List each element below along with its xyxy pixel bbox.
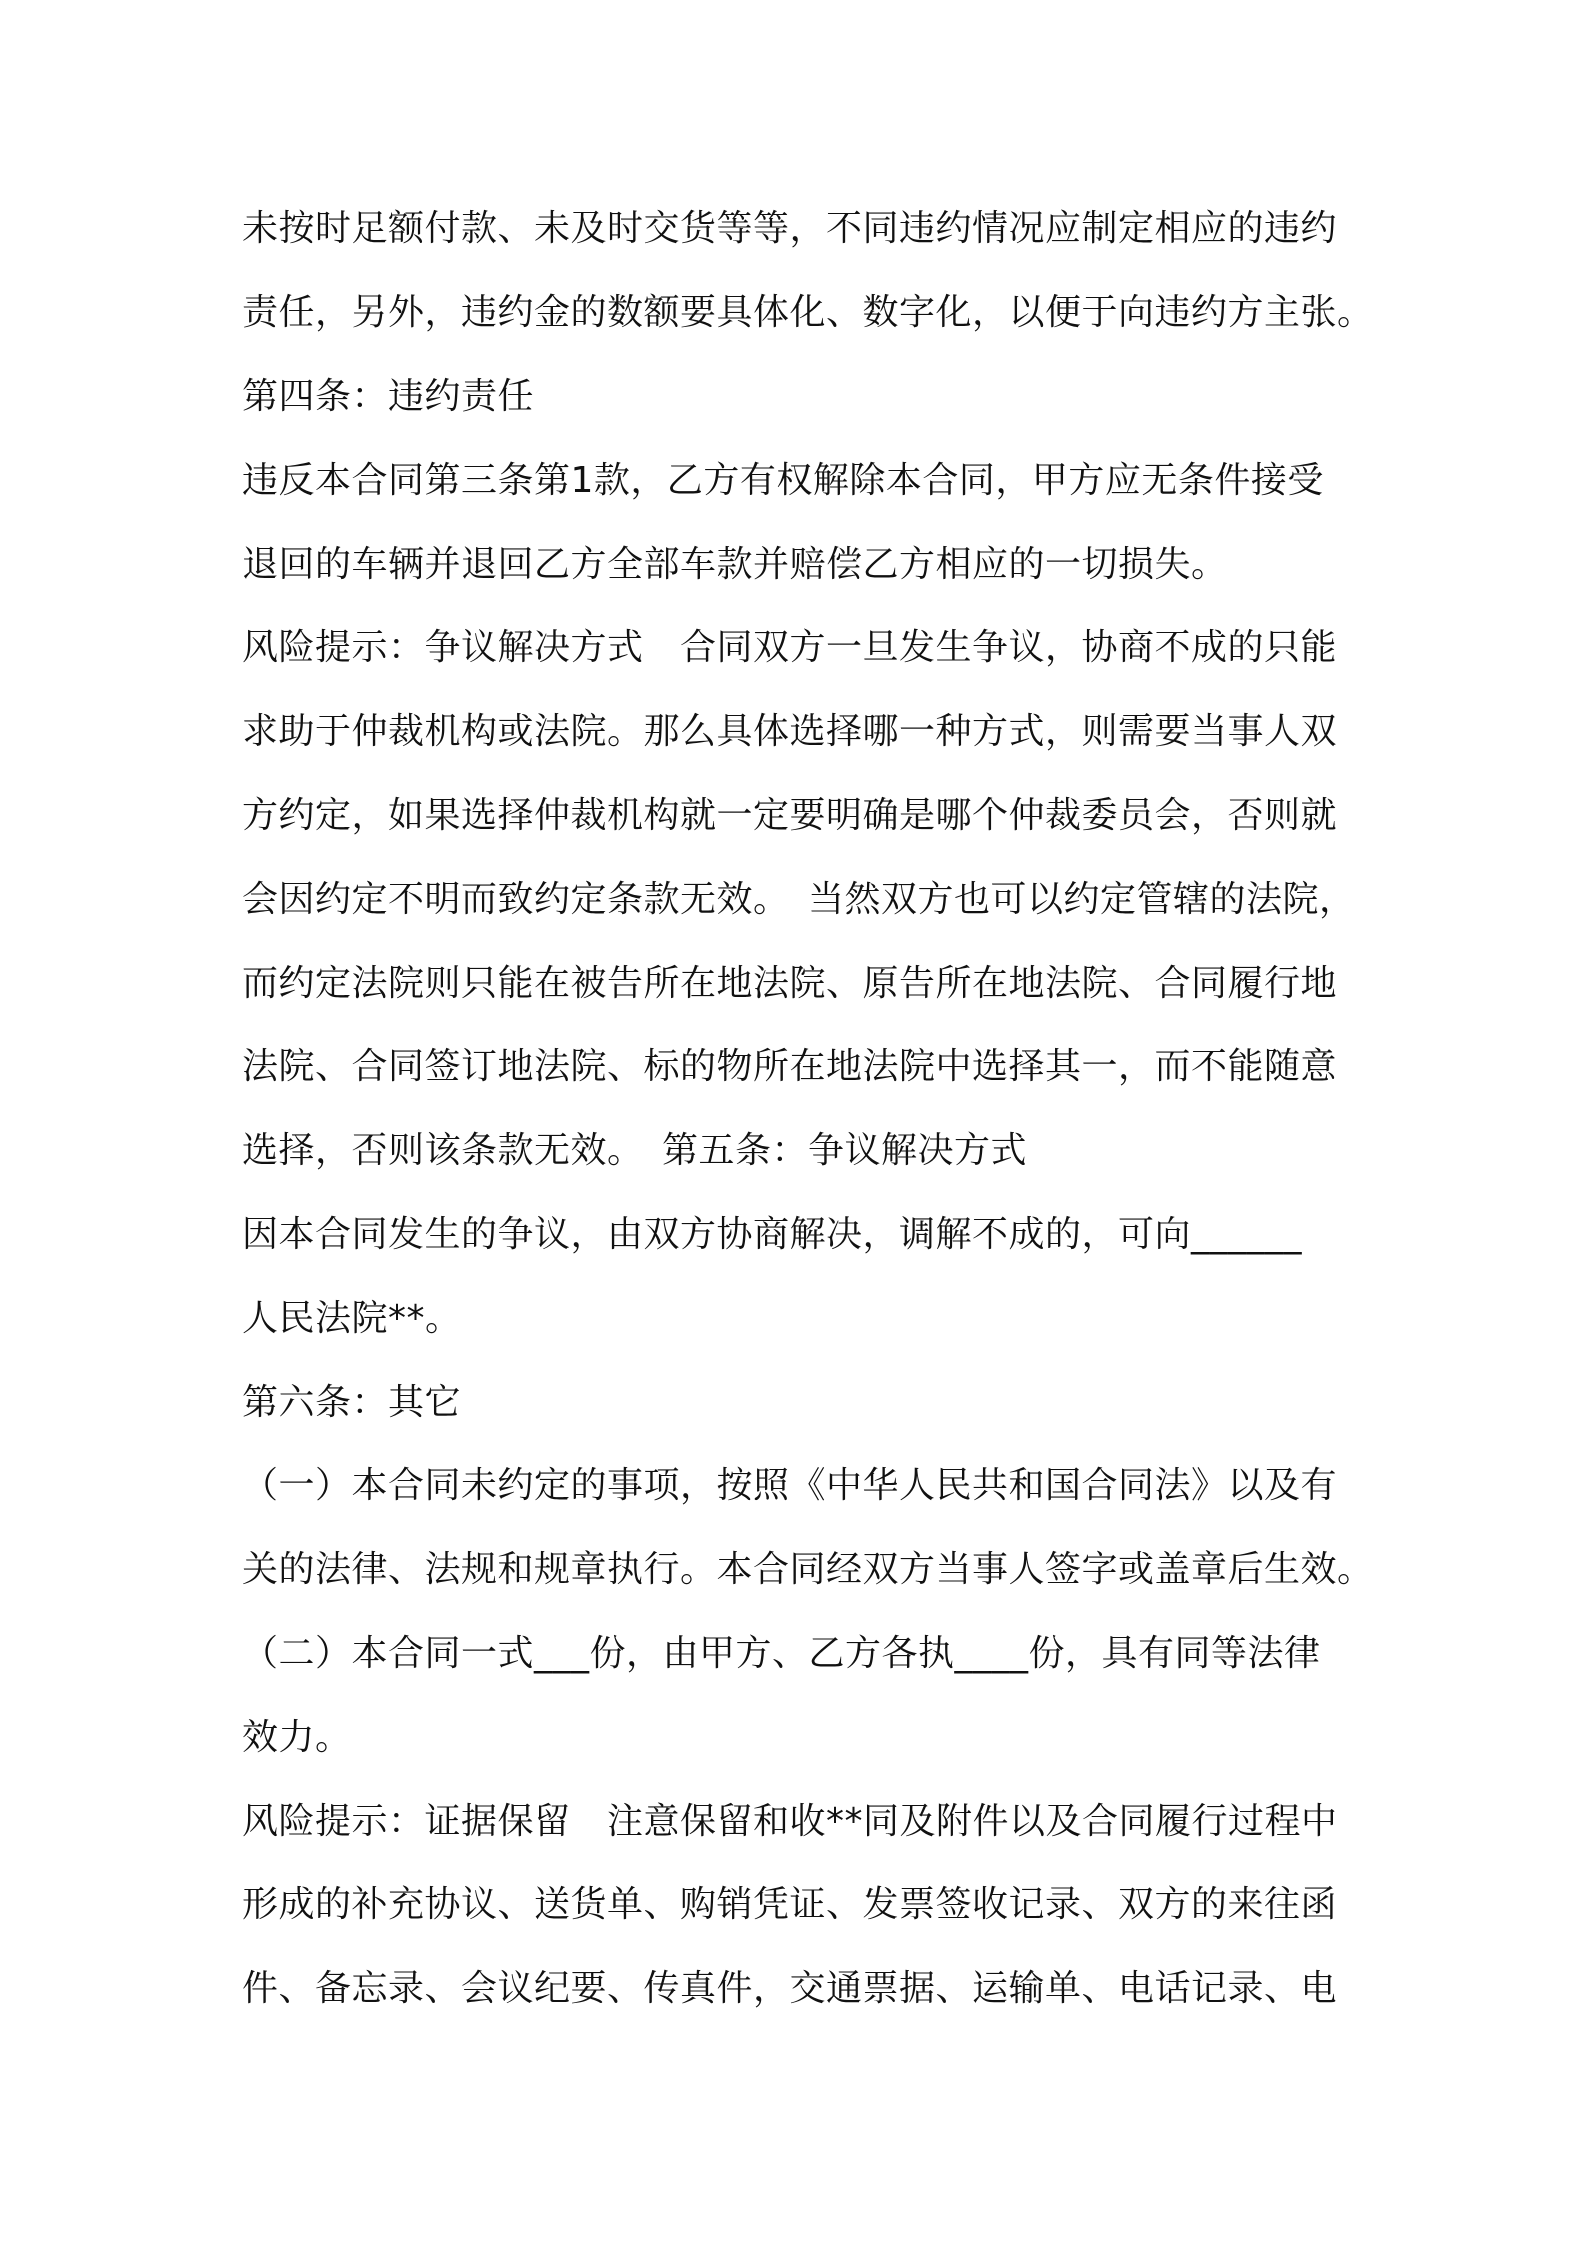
- text-line: 法院、合同签订地法院、标的物所在地法院中选择其一，而不能随意: [242, 1046, 1338, 1087]
- text-line: 责任，另外，违约金的数额要具体化、数字化，以便于向违约方主张。: [242, 292, 1374, 333]
- text-line: （二）本合同一式___份，由甲方、乙方各执____份，具有同等法律: [242, 1633, 1321, 1674]
- text-line: 风险提示：证据保留 注意保留和收**同及附件以及合同履行过程中: [242, 1801, 1338, 1842]
- text-line: 因本合同发生的争议，由双方协商解决，调解不成的，可向______: [242, 1214, 1303, 1255]
- text-line: 风险提示：争议解决方式 合同双方一旦发生争议，协商不成的只能: [242, 627, 1338, 668]
- text-line: 退回的车辆并退回乙方全部车款并赔偿乙方相应的一切损失。: [242, 544, 1228, 585]
- text-line: （一）本合同未约定的事项，按照《中华人民共和国合同法》以及有: [242, 1465, 1338, 1506]
- text-line: 选择，否则该条款无效。 第五条：争议解决方式: [242, 1130, 1028, 1171]
- text-line: 违反本合同第三条第1款，乙方有权解除本合同，甲方应无条件接受: [242, 460, 1324, 501]
- text-line: 关的法律、法规和规章执行。本合同经双方当事人签字或盖章后生效。: [242, 1549, 1374, 1590]
- text-line: 方约定，如果选择仲裁机构就一定要明确是哪个仲裁委员会，否则就: [242, 795, 1338, 836]
- text-line: 未按时足额付款、未及时交货等等，不同违约情况应制定相应的违约: [242, 208, 1338, 249]
- text-line: 效力。: [242, 1717, 352, 1758]
- text-line: 人民法院**。: [242, 1298, 462, 1339]
- section-heading: 第六条：其它: [242, 1382, 462, 1423]
- text-line: 件、备忘录、会议纪要、传真件，交通票据、运输单、电话记录、电: [242, 1968, 1338, 2009]
- text-line: 会因约定不明而致约定条款无效。 当然双方也可以约定管辖的法院，: [242, 879, 1356, 920]
- text-line: 求助于仲裁机构或法院。那么具体选择哪一种方式，则需要当事人双: [242, 711, 1338, 752]
- section-heading: 第四条：违约责任: [242, 376, 535, 417]
- text-line: 而约定法院则只能在被告所在地法院、原告所在地法院、合同履行地: [242, 963, 1338, 1004]
- text-line: 形成的补充协议、送货单、购销凭证、发票签收记录、双方的来往函: [242, 1884, 1338, 1925]
